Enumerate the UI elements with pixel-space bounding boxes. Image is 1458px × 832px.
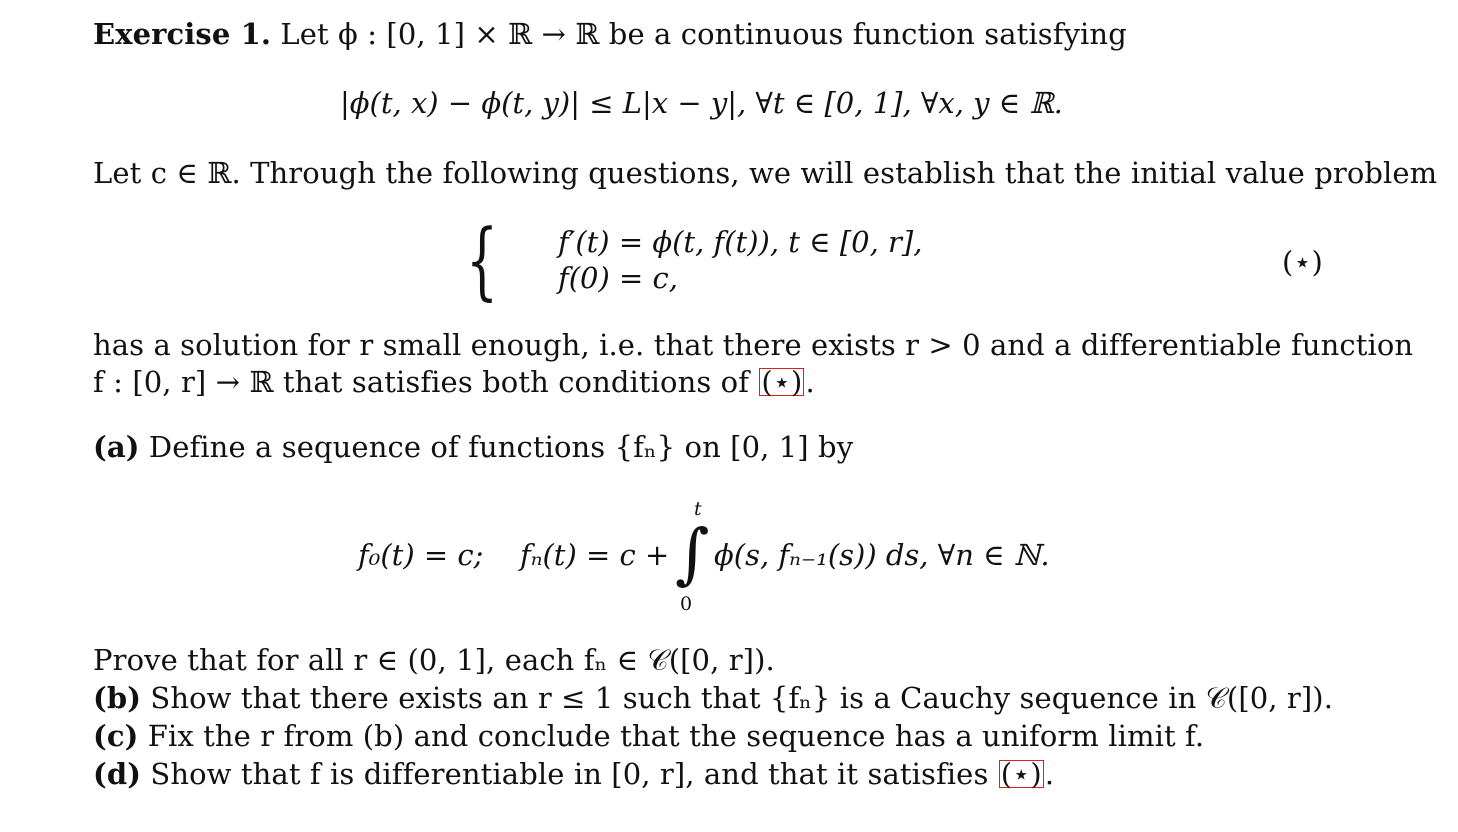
integral-lower-limit: 0 — [680, 593, 693, 615]
solution-line-2 — [93, 364, 815, 400]
integral-upper-limit: t — [694, 498, 702, 520]
definition-fn-lhs: fₙ(t) = c + — [520, 538, 670, 572]
part-d-text: Show that f is differentiable in [0, r], and that it satisfies — [141, 757, 998, 791]
equation-tag: (⋆) — [1282, 245, 1323, 279]
solution-line-2-text: f : [0, r] → ℝ that satisfies both conditions of — [93, 365, 759, 399]
part-a-text: Define a sequence of functions {fₙ} on [0, 1] by — [139, 430, 854, 464]
system-brace: { — [466, 211, 499, 309]
exercise-intro-text: Let ϕ : [0, 1] × ℝ → ℝ be a continuous function satisfying — [271, 17, 1127, 51]
let-c-line: Let c ∈ ℝ. Through the following questions, we will establish that the initial value problem — [93, 156, 1438, 190]
part-d-label: (d) — [93, 757, 142, 791]
equation-reference-link[interactable]: (⋆) — [761, 365, 803, 399]
system-equation-2: f(0) = c, — [558, 261, 679, 295]
part-a-prove: Prove that for all r ∈ (0, 1], each fₙ ∈ 𝒞([0, r]). — [93, 643, 775, 677]
solution-line-1: has a solution for r small enough, i.e. that there exists r > 0 and a differentiable function — [93, 328, 1414, 362]
system-equation-1: f′(t) = ϕ(t, f(t)), t ∈ [0, r], — [558, 225, 923, 259]
part-c-label: (c) — [93, 719, 139, 753]
part-b-label: (b) — [93, 681, 142, 715]
integral-sign: ∫ — [675, 515, 710, 592]
definition-f0: f₀(t) = c; — [358, 538, 484, 572]
part-d-line — [93, 756, 1054, 792]
exercise-intro-line — [93, 16, 1127, 52]
part-b-line — [93, 680, 1333, 716]
equation-reference-link-d[interactable]: (⋆) — [1000, 757, 1042, 791]
lipschitz-condition: |ϕ(t, x) − ϕ(t, y)| ≤ L|x − y|, ∀t ∈ [0, 1], ∀x, y ∈ ℝ. — [340, 86, 1063, 120]
part-a-line — [93, 429, 853, 465]
part-a-label: (a) — [93, 430, 140, 464]
part-b-text: Show that there exists an r ≤ 1 such that {fₙ} is a Cauchy sequence in 𝒞([0, r]). — [141, 681, 1334, 715]
definition-fn-integrand: ϕ(s, fₙ₋₁(s)) ds, ∀n ∈ ℕ. — [714, 538, 1050, 572]
part-d-period: . — [1044, 757, 1055, 791]
part-c-line — [93, 718, 1204, 754]
exercise-heading: Exercise 1. — [93, 17, 272, 51]
part-c-text: Fix the r from (b) and conclude that the sequence has a uniform limit f. — [138, 719, 1205, 753]
solution-line-2-period: . — [805, 365, 815, 399]
